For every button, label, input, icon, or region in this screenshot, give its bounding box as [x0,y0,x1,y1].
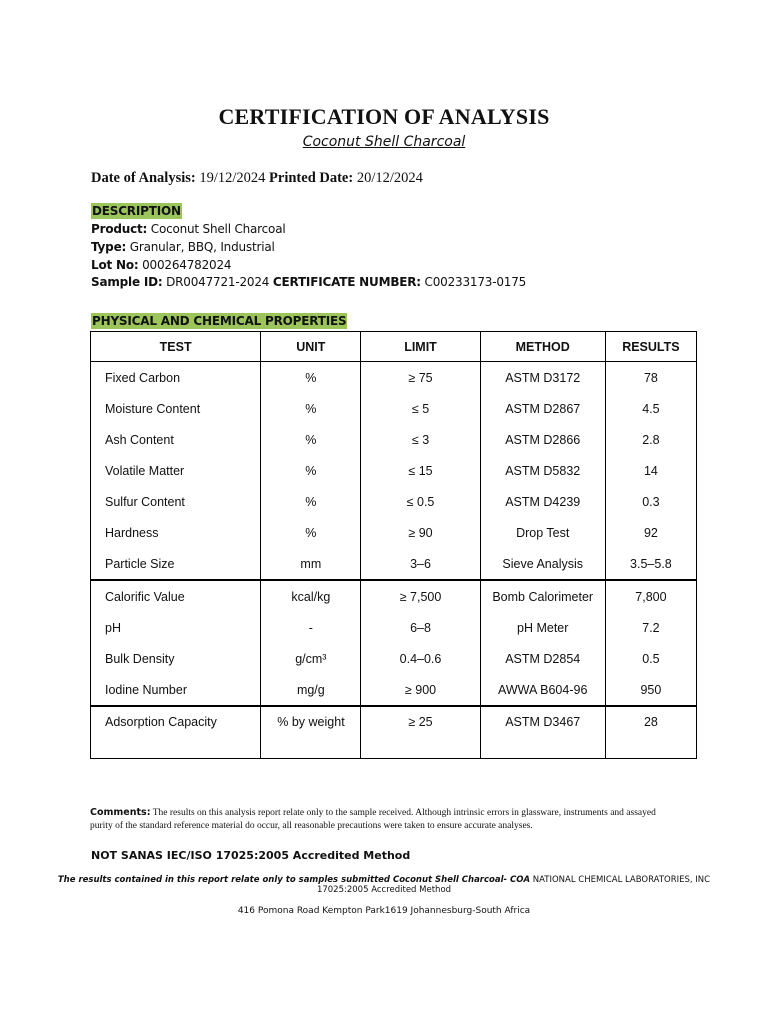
certificate-label: CERTIFICATE NUMBER: [272,275,421,289]
sample-value: DR0047721-2024 [166,275,270,289]
cell-method: ASTM D2854 [480,643,605,674]
cell-result: 0.3 [605,486,696,517]
cell-result: 2.8 [605,424,696,455]
product-value: Coconut Shell Charcoal [150,222,286,236]
cell-unit: - [261,612,361,643]
cell-method: ASTM D2866 [480,424,605,455]
cell-limit: 6–8 [361,612,480,643]
cell-limit: ≥ 90 [361,517,480,548]
properties-heading-row [91,314,347,328]
cell-method: ASTM D5832 [480,455,605,486]
accreditation-note: NOT SANAS IEC/ISO 17025:2005 Accredited Method [91,849,411,862]
cell-result: 14 [605,455,696,486]
cell-unit: mm [261,548,361,580]
cell-result: 950 [605,674,696,706]
cell-limit: ≥ 7,500 [361,580,480,612]
column-header-unit: UNIT [261,332,361,362]
cell-test: Particle Size [91,548,261,580]
cell-unit: % [261,362,361,394]
cell-limit: 3–6 [361,548,480,580]
cell-method: AWWA B604-96 [480,674,605,706]
cell-method: ASTM D4239 [480,486,605,517]
cell-method: Bomb Calorimeter [480,580,605,612]
cell-test: Bulk Density [91,643,261,674]
cell-method: ASTM D3172 [480,362,605,394]
table-row [91,643,697,674]
cell-test: Hardness [91,517,261,548]
footer-address: 416 Pomona Road Kempton Park1619 Johannesburg-South Africa [237,906,531,916]
table-row [91,706,697,759]
cell-method: Drop Test [480,517,605,548]
properties-heading: PHYSICAL AND CHEMICAL PROPERTIES [92,314,347,328]
column-header-method: METHOD [480,332,605,362]
cell-method: pH Meter [480,612,605,643]
lot-label: Lot No: [91,258,139,272]
cell-limit: ≥ 25 [361,706,480,759]
cell-result: 7.2 [605,612,696,643]
description-heading-row [91,204,182,218]
product-label: Product: [91,222,148,236]
properties-table [90,331,697,759]
cell-result: 0.5 [605,643,696,674]
type-label: Type: [91,240,127,254]
cell-limit: ≤ 5 [361,393,480,424]
printed-date-value: 20/12/2024 [356,170,423,186]
comments-block [90,806,680,833]
cell-test: Iodine Number [91,674,261,706]
description-heading: DESCRIPTION [92,204,181,218]
cell-test: Volatile Matter [91,455,261,486]
table-row [91,580,697,612]
type-value: Granular, BBQ, Industrial [129,240,275,254]
footer-results-statement: The results contained in this report relate only to samples submitted Coconut Shell Charcoal- COA [57,875,531,885]
cell-test: Moisture Content [91,393,261,424]
cell-result: 4.5 [605,393,696,424]
certificate-value: C00233173-0175 [424,275,527,289]
cell-limit: ≤ 3 [361,424,480,455]
cell-unit: % [261,393,361,424]
cell-method: ASTM D2867 [480,393,605,424]
dates-line [91,170,423,187]
table-row [91,455,697,486]
table-row [91,674,697,706]
cell-unit: % [261,455,361,486]
footer-line-1 [0,875,768,885]
column-header-limit: LIMIT [361,332,480,362]
cell-unit: kcal/kg [261,580,361,612]
cell-test: pH [91,612,261,643]
cell-test: Calorific Value [91,580,261,612]
lot-value: 000264782024 [142,258,232,272]
cell-unit: % [261,517,361,548]
cell-limit: ≤ 15 [361,455,480,486]
cell-limit: ≤ 0.5 [361,486,480,517]
table-row [91,548,697,580]
cell-result: 3.5–5.8 [605,548,696,580]
footer-lab-name: NATIONAL CHEMICAL LABORATORIES, INC [532,875,711,885]
cell-limit: ≥ 900 [361,674,480,706]
footer-line-2: 17025:2005 Accredited Method [316,885,452,895]
lot-line [91,258,231,272]
column-header-results: RESULTS [605,332,696,362]
sample-line [91,275,526,289]
cell-result: 92 [605,517,696,548]
document-title: CERTIFICATION OF ANALYSIS [218,104,550,129]
analysis-date-label: Date of Analysis: [91,170,196,186]
table-row [91,424,697,455]
table-row [91,517,697,548]
cell-limit: 0.4–0.6 [361,643,480,674]
cell-limit: ≥ 75 [361,362,480,394]
cell-test: Fixed Carbon [91,362,261,394]
cell-result: 78 [605,362,696,394]
table-row [91,393,697,424]
type-line [91,240,275,254]
analysis-date-value: 19/12/2024 [199,170,266,186]
cell-test: Sulfur Content [91,486,261,517]
cell-test: Adsorption Capacity [91,706,261,759]
cell-method: Sieve Analysis [480,548,605,580]
document-subtitle: Coconut Shell Charcoal [302,134,466,150]
printed-date-label: Printed Date: [269,170,354,186]
table-row [91,486,697,517]
cell-method: ASTM D3467 [480,706,605,759]
table-row [91,362,697,394]
cell-unit: % by weight [261,706,361,759]
table-row [91,612,697,643]
sample-label: Sample ID: [91,275,163,289]
comments-label: Comments: [90,807,151,818]
cell-unit: g/cm³ [261,643,361,674]
column-header-test: TEST [91,332,261,362]
comments-text: The results on this analysis report relate only to the sample received. Although intrinsic errors in glassware, instruments and assayed purity of the standard reference material do occur, all reasonable precautions were taken to ensure accurate analyses. [90,808,656,831]
cell-unit: % [261,424,361,455]
cell-result: 28 [605,706,696,759]
cell-result: 7,800 [605,580,696,612]
product-line [91,222,285,236]
cell-test: Ash Content [91,424,261,455]
cell-unit: % [261,486,361,517]
table-header-row [91,332,697,362]
cell-unit: mg/g [261,674,361,706]
